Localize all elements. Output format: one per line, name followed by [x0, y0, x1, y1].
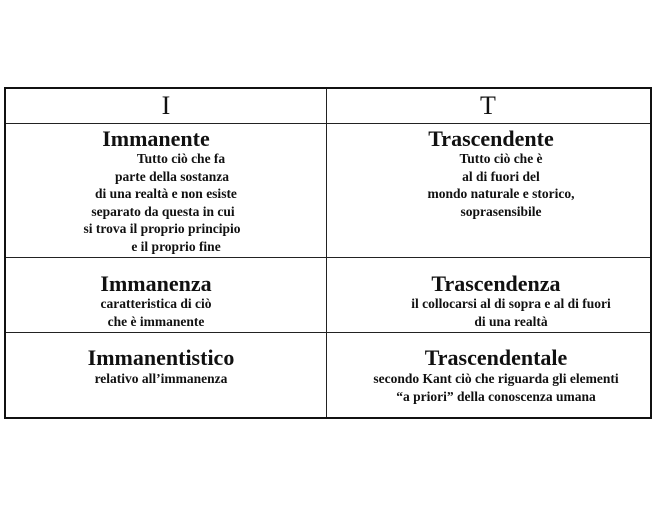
- header-divider: [6, 123, 650, 124]
- term-title: Trascendentale: [424, 345, 568, 370]
- term-title: Immanente: [102, 126, 210, 151]
- definition-line: relativo all’immanenza: [94, 371, 228, 386]
- column-divider: [326, 89, 327, 417]
- definition-line: al di fuori del: [462, 168, 540, 184]
- definition-line: di una realtà e non esiste: [95, 186, 237, 202]
- definition-line: separato da questa in cui: [91, 203, 235, 219]
- term-title: Trascendenza: [431, 271, 561, 296]
- definition-line: caratteristica di ciò: [100, 296, 212, 311]
- term-trascendenza: [376, 272, 616, 295]
- column-header-i: I: [161, 91, 171, 120]
- definition-line: Tutto ciò che è: [459, 151, 543, 166]
- definition-line: di una realtà: [474, 313, 548, 329]
- definition-line: Tutto ciò che fa: [136, 151, 226, 166]
- definition-line: secondo Kant ciò che riguarda gli elementi: [373, 371, 619, 386]
- definition-line: “a priori” della conoscenza umana: [396, 388, 596, 404]
- term-definition: [386, 150, 616, 220]
- definition-line: e il proprio fine: [131, 238, 221, 254]
- term-immanente: [66, 127, 246, 150]
- definition-line: parte della sostanza: [115, 168, 229, 184]
- column-header-t: T: [480, 91, 496, 120]
- term-definition: [366, 295, 656, 330]
- definition-line: mondo naturale e storico,: [427, 186, 575, 202]
- row-divider-1: [6, 257, 650, 258]
- term-title: Trascendente: [428, 126, 554, 151]
- term-definition: [346, 370, 646, 405]
- definition-line: che è immanente: [107, 313, 205, 329]
- term-trascendentale: [376, 346, 616, 369]
- term-immanentistico: [46, 346, 276, 369]
- term-trascendente: [376, 127, 606, 150]
- definition-line: il collocarsi al di sopra e al di fuori: [411, 296, 611, 311]
- row-divider-2: [6, 332, 650, 333]
- term-definition: [76, 150, 276, 256]
- term-definition: [46, 370, 276, 388]
- term-definition: [56, 295, 256, 330]
- concept-table: [4, 87, 652, 419]
- definition-line: si trova il proprio principio: [83, 221, 241, 237]
- term-title: Immanentistico: [87, 345, 235, 370]
- term-title: Immanenza: [100, 271, 212, 296]
- definition-line: soprasensibile: [460, 203, 542, 219]
- term-immanenza: [56, 272, 256, 295]
